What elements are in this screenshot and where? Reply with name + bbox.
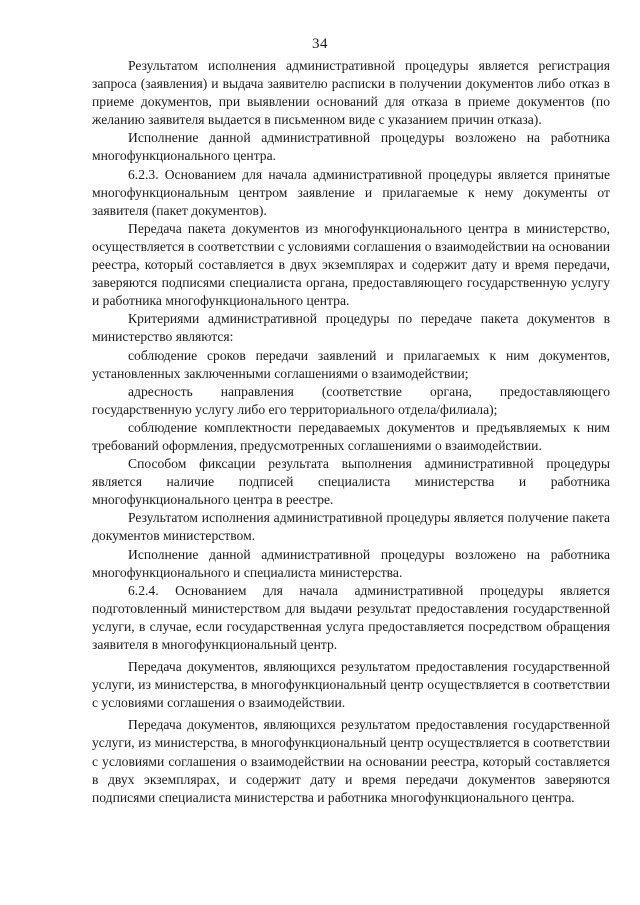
paragraph-package-transfer: Передача пакета документов из многофункционального центра в министерство, осуществляется в соответствии с условиями соглашения о взаимодействии на основании реестра, который составляется в двух экземплярах и содержит дату и время передачи, заверяются подписями специалиста органа, предоставляющего государственную услугу и работника многофункционального центра. [92, 220, 610, 309]
criteria-item-completeness: соблюдение комплектности передаваемых документов и предъявляемых к ним требований оформления, предусмотренных соглашениями о взаимодействии. [92, 419, 610, 453]
paragraph-transfer-responsible: Исполнение данной административной процедуры возложено на работника многофункционального и специалиста министерства. [92, 546, 610, 580]
paragraph-fixation-method: Способом фиксации результата выполнения административной процедуры является наличие подписей специалиста министерства и работника многофункционального центра в реестре. [92, 456, 610, 508]
paragraph-result-transfer-short: Передача документов, являющихся результатом предоставления государственной услуги, из министерства, в многофункциональный центр осуществляется в соответствии с условиями соглашения о взаимодействии. [92, 659, 610, 711]
paragraph-result-transfer-full: Передача документов, являющихся результатом предоставления государственной услуги, из министерства, в многофункциональный центр осуществляется в соответствии с условиями соглашения о взаимодействии на основании реестра, который составляется в двух экземплярах, и содержит дату и время передачи документов заверяются подписями специалиста министерства и работника многофункционального центра. [92, 717, 610, 805]
criteria-item-deadlines: соблюдение сроков передачи заявлений и прилагаемых к ним документов, установленных заключенными соглашениями о взаимодействии; [92, 347, 610, 381]
paragraph-registration-result: Результатом исполнения административной процедуры является регистрация запроса (заявления) и выдача заявителю расписки в получении документов либо отказ в приеме документов, при выявлении оснований для отказа в приеме документов (по желанию заявителя выдается в письменном виде с указанием причин отказа). [92, 58, 610, 128]
page-number: 34 [312, 36, 328, 52]
document-body [92, 57, 610, 807]
paragraph-6-2-4-basis: 6.2.4. Основанием для начала административной процедуры является подготовленный министерством для выдачи результат предоставления государственной услуги, в случае, если государственная услуга предоставляется посредством обращения заявителя в многофункциональный центр. [92, 582, 610, 652]
paragraph-6-2-3-basis: 6.2.3. Основанием для начала административной процедуры является принятые многофункциональным центром заявление и прилагаемые к нему документы от заявителя (пакет документов). [92, 166, 610, 218]
criteria-item-addressing: адресность направления (соответствие органа, предоставляющего государственную услугу либо его территориального отдела/филиала); [92, 383, 610, 417]
paragraph-criteria: Критериями административной процедуры по передаче пакета документов в министерство являются: [92, 311, 610, 345]
paragraph-transfer-result: Результатом исполнения административной процедуры является получение пакета документов министерством. [92, 510, 610, 544]
paragraph-registration-responsible: Исполнение данной административной процедуры возложено на работника многофункционального центра. [92, 130, 610, 164]
